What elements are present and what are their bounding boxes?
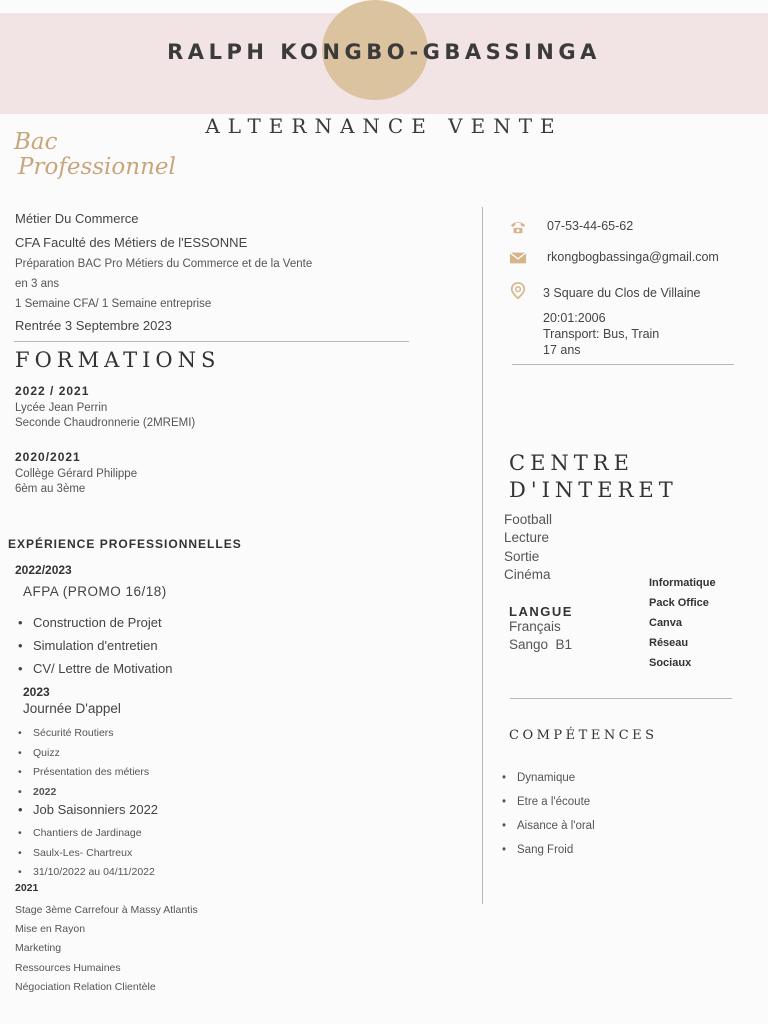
script-title-line2: Professionnel bbox=[18, 154, 176, 180]
list-item: Sango B1 bbox=[509, 637, 573, 652]
experience-title: EXPÉRIENCE PROFESSIONNELLES bbox=[8, 537, 242, 551]
list-item: Stage 3ème Carrefour à Massy Atlantis bbox=[15, 904, 198, 916]
program-line: CFA Faculté des Métiers de l'ESSONNE bbox=[15, 235, 248, 250]
list-item: • Dynamique bbox=[499, 766, 595, 790]
list-item: Marketing bbox=[15, 942, 62, 955]
contact-details bbox=[543, 310, 659, 358]
experience-year: 2023 bbox=[23, 685, 50, 699]
list-item: • Construction de Projet bbox=[15, 611, 172, 634]
interests-list bbox=[504, 511, 552, 584]
list-item: • 31/10/2022 au 04/11/2022 bbox=[15, 863, 155, 883]
script-title bbox=[14, 130, 194, 180]
list-item: • 2022 bbox=[15, 783, 149, 803]
program-line: en 3 ans bbox=[15, 278, 60, 290]
list-item: Mise en Rayon bbox=[15, 923, 86, 936]
list-item: Ressources Humaines bbox=[15, 961, 121, 974]
candidate-name: RALPH KONGBO-GBASSINGA bbox=[167, 40, 601, 64]
list-item: • Sang Froid bbox=[499, 838, 595, 862]
formation-year: 2020/2021 bbox=[15, 450, 81, 464]
divider bbox=[510, 698, 732, 699]
list-item: Négociation Relation Clientèle bbox=[15, 980, 156, 993]
competences-list bbox=[499, 766, 595, 862]
list-item: • Etre a l'écoute bbox=[499, 790, 595, 814]
list-item: • Présentation des métiers bbox=[15, 763, 149, 783]
interests-title-line2: D'INTERET bbox=[509, 478, 678, 502]
interests-title bbox=[509, 450, 678, 504]
experience-list bbox=[15, 802, 158, 817]
list-item: Football bbox=[504, 512, 553, 527]
list-item: • Sécurité Routiers bbox=[15, 724, 149, 744]
envelope-icon bbox=[509, 249, 527, 272]
experience-org: AFPA (PROMO 16/18) bbox=[23, 584, 167, 599]
formation-year: 2022 / 2021 bbox=[15, 384, 90, 398]
list-item: • Simulation d'entretien bbox=[15, 634, 172, 657]
langue-title: LANGUE bbox=[509, 604, 573, 619]
experience-org: Journée D'appel bbox=[23, 701, 121, 716]
program-line: Métier Du Commerce bbox=[15, 211, 139, 226]
list-item: Pack Office bbox=[649, 597, 709, 609]
list-item: Réseau bbox=[649, 637, 689, 649]
formation-detail: Seconde Chaudronnerie (2MREMI) bbox=[15, 417, 196, 429]
column-divider bbox=[482, 207, 483, 904]
formation-detail: 6èm au 3ème bbox=[15, 483, 86, 495]
formations-title: FORMATIONS bbox=[15, 348, 221, 372]
list-item: • Saulx-Les- Chartreux bbox=[15, 844, 155, 864]
formation-school: Collège Gérard Philippe bbox=[15, 468, 138, 480]
informatique-list bbox=[649, 573, 716, 673]
list-item: • CV/ Lettre de Motivation bbox=[15, 657, 172, 680]
list-item: Sociaux bbox=[649, 657, 692, 669]
langue-list bbox=[509, 618, 572, 654]
program-line: Rentrée 3 Septembre 2023 bbox=[15, 318, 172, 333]
cv-subtitle: ALTERNANCE VENTE bbox=[205, 114, 563, 138]
list-item: • Aisance à l'oral bbox=[499, 814, 595, 838]
experience-list bbox=[15, 824, 155, 883]
list-item: Français bbox=[509, 619, 561, 634]
location-pin-icon bbox=[509, 282, 527, 305]
list-item: Cinéma bbox=[504, 566, 551, 582]
list-item: • Chantiers de Jardinage bbox=[15, 824, 155, 844]
divider bbox=[14, 341, 409, 342]
competences-title: COMPÉTENCES bbox=[509, 728, 658, 743]
divider bbox=[512, 364, 734, 365]
list-item: Lecture bbox=[504, 530, 550, 546]
contact-address: 3 Square du Clos de Villaine bbox=[543, 286, 701, 300]
list-item: Sortie bbox=[504, 548, 540, 564]
contact-birth: 20:01:2006 bbox=[543, 311, 606, 325]
experience-year: 2021 bbox=[15, 882, 39, 894]
interests-title-line1: CENTRE bbox=[509, 451, 634, 475]
experience-lines bbox=[15, 901, 198, 997]
list-item: Canva bbox=[649, 617, 683, 629]
script-title-line1: Bac bbox=[14, 129, 58, 155]
phone-icon bbox=[509, 218, 527, 241]
experience-list bbox=[15, 724, 149, 802]
formation-school: Lycée Jean Perrin bbox=[15, 402, 108, 414]
contact-phone: 07-53-44-65-62 bbox=[547, 219, 634, 233]
experience-year: 2022/2023 bbox=[15, 563, 72, 577]
list-item: • Job Saisonniers 2022 bbox=[15, 802, 158, 817]
program-line: 1 Semaine CFA/ 1 Semaine entreprise bbox=[15, 298, 212, 310]
contact-email: rkongbogbassinga@gmail.com bbox=[547, 250, 719, 264]
program-line: Préparation BAC Pro Métiers du Commerce et de la Vente bbox=[15, 258, 313, 270]
list-item: • Quizz bbox=[15, 744, 149, 764]
contact-age: 17 ans bbox=[543, 343, 581, 357]
contact-transport: Transport: Bus, Train bbox=[543, 327, 660, 341]
experience-list bbox=[15, 611, 172, 680]
list-item: Informatique bbox=[649, 577, 716, 589]
